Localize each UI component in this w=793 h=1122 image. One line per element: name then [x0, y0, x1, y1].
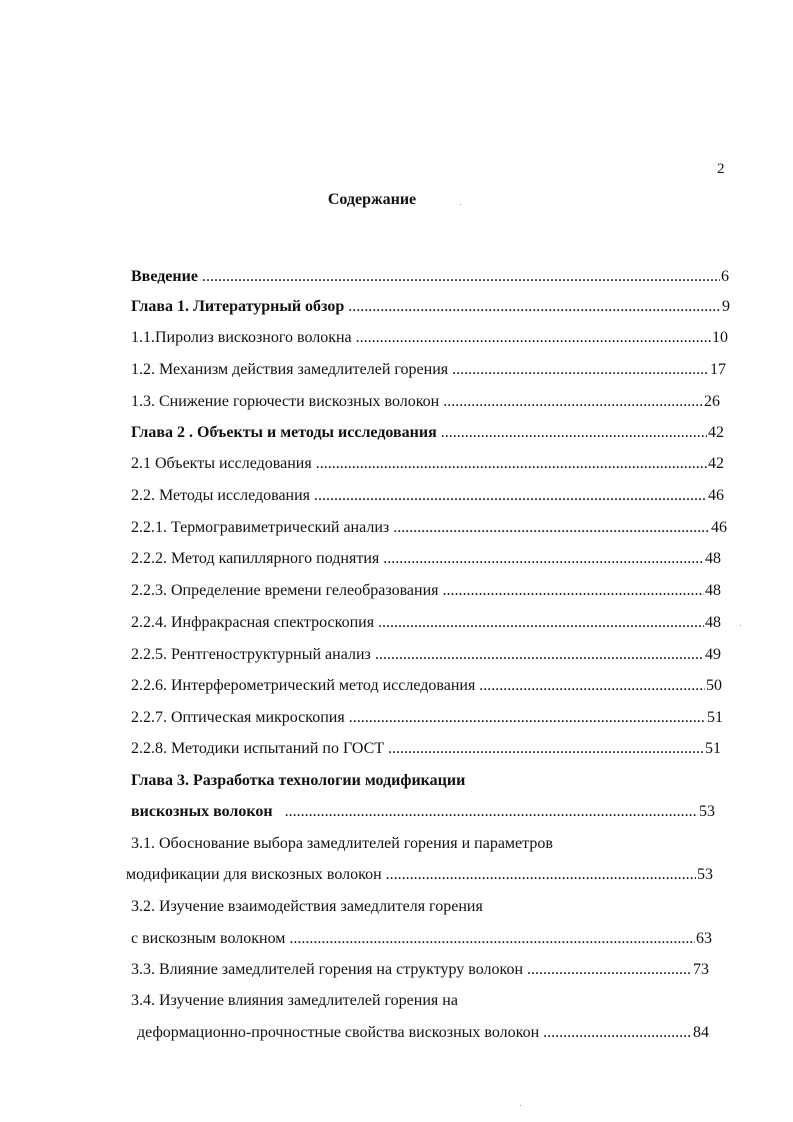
toc-entry-3-2-line-2: с вискозным волокном .....: [131, 928, 696, 950]
toc-entry-3-1-line-1: 3.1. Обоснование выбора замедлителей горения и параметров: [131, 835, 553, 852]
toc-page-number: 17: [709, 359, 726, 381]
toc-entry-chapter-3-line-1: Глава 3. Разработка технологии модификации: [131, 772, 466, 789]
toc-page-number: 53: [696, 864, 713, 886]
toc-entry-chapter-2: Глава 2 . Объекты и методы исследования .....: [131, 422, 708, 444]
toc-page-number: 48: [704, 612, 721, 634]
toc-page-number: 73: [692, 959, 709, 981]
toc-entry-3-3: 3.3. Влияние замедлителей горения на структуру волокон .....: [131, 959, 693, 981]
toc-entry-2-2-6: 2.2.6. Интерферометрический метод исследования .....: [131, 675, 706, 697]
toc-entry-chapter-3-line-2: вискозных волокон .....: [131, 801, 699, 823]
toc-page-number: 42: [707, 422, 724, 444]
toc-page-number: 84: [692, 1022, 709, 1044]
toc-entry-chapter-1: Глава 1. Литературный обзор .....: [131, 296, 722, 318]
toc-entry-2-1: 2.1 Объекты исследования .....: [131, 453, 708, 475]
toc-page-number: 6: [720, 266, 729, 288]
toc-entry-3-4-line-1: 3.4. Изучение влияния замедлителей горения на: [131, 992, 458, 1009]
scan-speck: [520, 1105, 521, 1106]
toc-page-number: 51: [706, 707, 723, 729]
toc-entry-2-2-2: 2.2.2. Метод капиллярного поднятия .....: [131, 548, 705, 570]
toc-page-number: 46: [707, 485, 724, 507]
toc-page-number: 46: [710, 517, 727, 539]
toc-page-number: 63: [695, 928, 712, 950]
toc-entry-introduction: Введение .....: [131, 266, 721, 288]
toc-page-number: 48: [704, 548, 721, 570]
toc-entry-3-4-line-2: деформационно-прочностные свойства вискозных волокон .....: [137, 1022, 693, 1044]
scan-speck: [740, 625, 741, 626]
toc-page-number: 10: [711, 327, 728, 349]
toc-page-number: 49: [704, 644, 721, 666]
toc-entry-2-2-4: 2.2.4. Инфракрасная спектроскопия .....: [131, 612, 705, 634]
toc-entry-2-2-3: 2.2.3. Определение времени гелеобразования .....: [131, 580, 705, 602]
toc-page-number: 48: [704, 580, 721, 602]
scan-speck: [460, 204, 461, 205]
toc-entry-1-3: 1.3. Снижение горючести вискозных волокон .....: [131, 391, 705, 413]
toc-entry-3-1-line-2: модификации для вискозных волокон .....: [126, 864, 697, 886]
page-number: 2: [717, 161, 725, 177]
toc-entry-2-2-8: 2.2.8. Методики испытаний по ГОСТ .....: [131, 738, 705, 760]
toc-page-number: 53: [698, 801, 715, 823]
toc-entry-2-2-1: 2.2.1. Термогравиметрический анализ .....: [131, 517, 711, 539]
toc-entry-1-2: 1.2. Механизм действия замедлителей горения .....: [131, 359, 711, 381]
toc-page-number: 51: [704, 738, 721, 760]
toc-page-number: 9: [721, 296, 730, 318]
toc-page-number: 50: [705, 675, 722, 697]
toc-entry-1-1: 1.1.Пиролиз вискозного волокна .....: [131, 327, 712, 349]
toc-page-number: 26: [703, 391, 720, 413]
toc-page-number: 42: [707, 453, 724, 475]
toc-entry-2-2-5: 2.2.5. Рентгеноструктурный анализ .....: [131, 644, 705, 666]
toc-entry-2-2-7: 2.2.7. Оптическая микроскопия .....: [131, 707, 707, 729]
page-title: Содержание: [327, 191, 417, 208]
toc-entry-2-2: 2.2. Методы исследования .....: [131, 485, 708, 507]
toc-entry-3-2-line-1: 3.2. Изучение взаимодействия замедлителя горения: [131, 898, 483, 915]
